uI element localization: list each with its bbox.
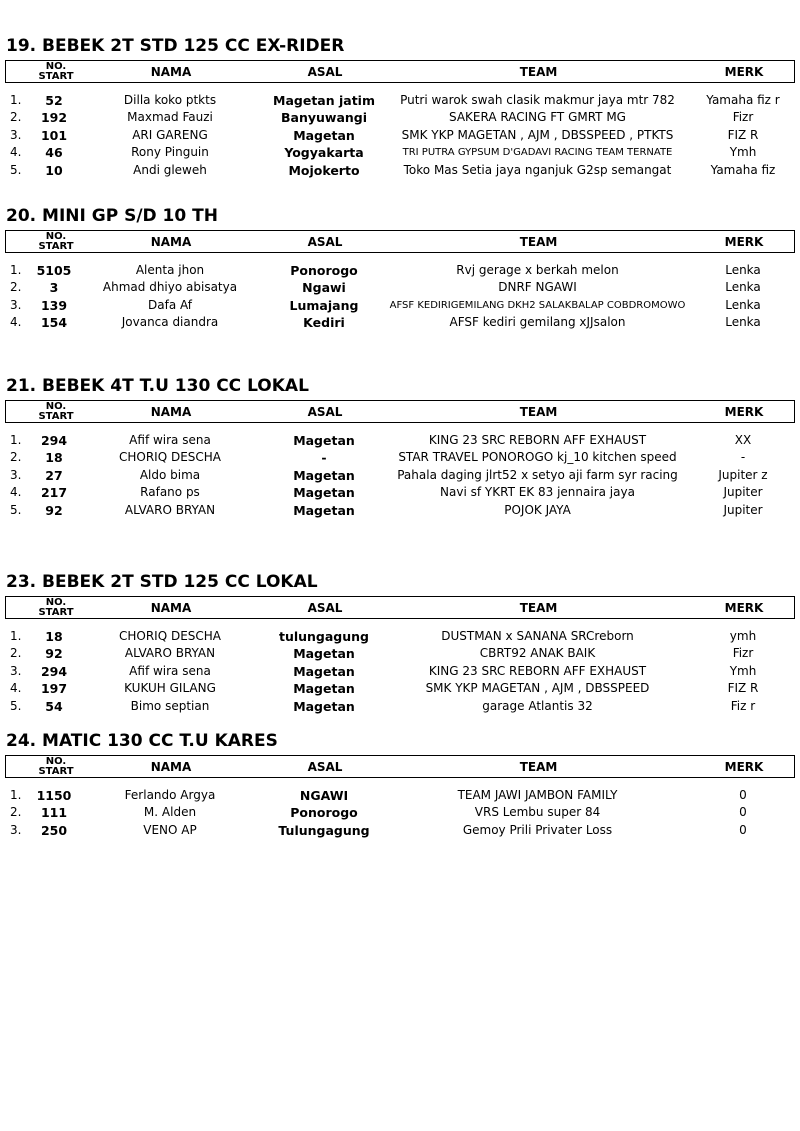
team-name: garage Atlantis 32: [482, 698, 593, 713]
header-merk: MERK: [724, 600, 764, 615]
start-number: 1150: [36, 788, 72, 803]
team-name: KING 23 SRC REBORN AFF EXHAUST: [428, 433, 647, 447]
row-number: 2.: [10, 646, 22, 661]
rider-name: ALVARO BRYAN: [124, 502, 216, 517]
rider-name: Afif wira sena: [129, 663, 211, 678]
rider-origin: Ngawi: [302, 280, 346, 296]
header-start: START: [38, 240, 74, 252]
team-name: Putri warok swah clasik makmur jaya mtr 782: [400, 93, 675, 107]
table-row: [0, 502, 800, 519]
rider-name: Bimo septian: [130, 698, 210, 713]
section-title: 20. MINI GP S/D 10 TH: [6, 206, 218, 226]
header-asal: ASAL: [307, 64, 343, 79]
motor-brand: Jupiter z: [718, 467, 768, 482]
rider-origin: Magetan: [293, 663, 355, 679]
header-no-start: [26, 401, 86, 422]
table-row: [0, 645, 800, 662]
header-no-start: [26, 597, 86, 618]
header-no-start: [26, 231, 86, 252]
row-number: 4.: [10, 145, 22, 160]
rider-name: Ahmad dhiyo abisatya: [102, 280, 238, 295]
start-number: 92: [45, 502, 63, 518]
rider-name: Andi gleweh: [133, 162, 207, 177]
header-team: TEAM: [519, 64, 558, 79]
rider-name: Ferlando Argya: [124, 788, 216, 802]
rider-name: Rony Pinguin: [131, 145, 209, 160]
row-number: 5.: [10, 502, 22, 517]
header-no-start: [26, 756, 86, 777]
rider-origin: tulungagung: [278, 629, 370, 644]
start-number: 139: [40, 297, 68, 313]
table-row: [0, 822, 800, 839]
rider-origin: Kediri: [303, 315, 345, 331]
motor-brand: 0: [739, 788, 747, 802]
table-row: [0, 432, 800, 449]
header-nama: NAMA: [150, 64, 192, 79]
start-number: 294: [40, 433, 68, 448]
table-header: [5, 596, 795, 619]
rider-name: Aldo bima: [139, 467, 201, 482]
table-row: [0, 628, 800, 645]
motor-brand: FIZ R: [727, 127, 759, 142]
table-row: [0, 680, 800, 697]
row-number: 4.: [10, 681, 22, 696]
header-asal: ASAL: [307, 234, 343, 249]
header-start: START: [38, 606, 74, 618]
rider-origin: Yogyakarta: [284, 145, 364, 161]
start-number: 52: [45, 93, 63, 108]
row-number: 1.: [10, 93, 22, 107]
team-name: STAR TRAVEL PONOROGO kj_10 kitchen speed: [398, 450, 677, 465]
motor-brand: Fizr: [732, 646, 754, 661]
table-header: [5, 400, 795, 423]
rider-origin: Magetan: [293, 433, 355, 448]
rider-name: Afif wira sena: [129, 433, 211, 447]
header-nama: NAMA: [150, 234, 192, 249]
row-number: 3.: [10, 127, 22, 142]
start-number: 3: [49, 280, 59, 296]
table-row: [0, 279, 800, 296]
start-number: 92: [45, 646, 63, 662]
row-number: 2.: [10, 280, 22, 295]
start-number: 10: [45, 162, 63, 178]
rider-name: VENO AP: [143, 822, 197, 837]
rider-origin: Banyuwangi: [280, 110, 368, 126]
motor-brand: FIZ R: [727, 681, 759, 696]
start-number: 18: [45, 450, 63, 466]
motor-brand: ymh: [729, 629, 757, 643]
start-number: 46: [45, 145, 63, 161]
table-row: [0, 297, 800, 314]
rider-origin: NGAWI: [299, 788, 349, 803]
rider-origin: Magetan: [293, 698, 355, 714]
table-row: [0, 127, 800, 144]
row-number: 5.: [10, 698, 22, 713]
row-number: 3.: [10, 297, 22, 312]
motor-brand: -: [740, 450, 746, 465]
start-number: 18: [45, 629, 63, 644]
team-name: VRS Lembu super 84: [474, 805, 601, 820]
table-row: [0, 804, 800, 821]
team-name: TRI PUTRA GYPSUM D'GADAVI RACING TEAM TERNATE: [402, 147, 673, 159]
table-row: [0, 314, 800, 331]
table-row: [0, 663, 800, 680]
rider-origin: Magetan: [293, 646, 355, 662]
motor-brand: 0: [739, 822, 747, 837]
table-row: [0, 92, 800, 109]
header-no: NO.: [45, 755, 67, 767]
table-row: [0, 449, 800, 466]
rider-name: Dafa Af: [148, 297, 192, 312]
row-number: 3.: [10, 663, 22, 678]
motor-brand: Lenka: [725, 297, 761, 312]
team-name: AFSF KEDIRIGEMILANG DKH2 SALAKBALAP COBDROMOWO: [389, 299, 686, 311]
start-number: 192: [40, 110, 68, 126]
table-row: [0, 109, 800, 126]
header-nama: NAMA: [150, 600, 192, 615]
rider-name: Alenta jhon: [135, 263, 205, 277]
start-number: 217: [40, 485, 68, 501]
rider-name: M. Alden: [143, 805, 197, 820]
section-title: 19. BEBEK 2T STD 125 CC EX-RIDER: [6, 36, 345, 56]
row-number: 5.: [10, 162, 22, 177]
header-merk: MERK: [724, 404, 764, 419]
rider-origin: Magetan: [293, 127, 355, 143]
rider-origin: Magetan: [293, 502, 355, 518]
team-name: KING 23 SRC REBORN AFF EXHAUST: [428, 663, 647, 678]
motor-brand: Yamaha fiz: [710, 162, 776, 177]
rider-name: CHORIQ DESCHA: [118, 629, 222, 643]
header-no-start: [26, 61, 86, 82]
row-number: 3.: [10, 467, 22, 482]
rider-origin: Ponorogo: [290, 263, 358, 278]
table-header: [5, 60, 795, 83]
header-team: TEAM: [519, 404, 558, 419]
motor-brand: Lenka: [725, 315, 761, 330]
row-number: 2.: [10, 110, 22, 125]
header-merk: MERK: [724, 234, 764, 249]
motor-brand: Lenka: [725, 263, 761, 277]
header-no: NO.: [45, 230, 67, 242]
motor-brand: Jupiter: [723, 502, 763, 517]
section-title: 21. BEBEK 4T T.U 130 CC LOKAL: [6, 376, 309, 396]
team-name: DNRF NGAWI: [498, 280, 577, 295]
row-number: 1.: [10, 263, 22, 277]
table-row: [0, 144, 800, 161]
motor-brand: Ymh: [729, 663, 757, 678]
team-name: CBRT92 ANAK BAIK: [479, 646, 596, 661]
row-number: 4.: [10, 315, 22, 330]
header-asal: ASAL: [307, 759, 343, 774]
header-nama: NAMA: [150, 404, 192, 419]
rider-name: KUKUH GILANG: [124, 681, 216, 696]
header-no: NO.: [45, 60, 67, 72]
row-number: 1.: [10, 788, 22, 802]
header-start: START: [38, 765, 74, 777]
table-row: [0, 484, 800, 501]
table-row: [0, 262, 800, 279]
start-number: 27: [45, 467, 63, 483]
motor-brand: Yamaha fiz r: [706, 93, 780, 107]
rider-origin: Tulungagung: [278, 822, 370, 838]
team-name: DUSTMAN x SANANA SRCreborn: [441, 629, 634, 643]
motor-brand: Lenka: [725, 280, 761, 295]
start-number: 197: [40, 681, 68, 697]
team-name: AFSF kediri gemilang xJJsalon: [449, 315, 626, 330]
motor-brand: 0: [739, 805, 747, 820]
rider-name: Rafano ps: [140, 485, 200, 500]
start-number: 5105: [36, 263, 72, 278]
rider-name: ARI GARENG: [132, 127, 208, 142]
start-number: 250: [40, 822, 68, 838]
rider-name: Maxmad Fauzi: [127, 110, 213, 125]
header-asal: ASAL: [307, 600, 343, 615]
table-row: [0, 698, 800, 715]
start-number: 294: [40, 663, 68, 679]
rider-name: ALVARO BRYAN: [124, 646, 216, 661]
start-number: 54: [45, 698, 63, 714]
start-number: 111: [40, 805, 68, 821]
team-name: SAKERA RACING FT GMRT MG: [449, 110, 626, 125]
table-row: [0, 467, 800, 484]
row-number: 3.: [10, 822, 22, 837]
header-merk: MERK: [724, 759, 764, 774]
start-number: 154: [40, 315, 68, 331]
row-number: 1.: [10, 433, 22, 447]
team-name: POJOK JAYA: [504, 502, 571, 517]
row-number: 2.: [10, 450, 22, 465]
header-team: TEAM: [519, 234, 558, 249]
rider-origin: Magetan: [293, 681, 355, 697]
header-team: TEAM: [519, 600, 558, 615]
header-no: NO.: [45, 400, 67, 412]
section-title: 23. BEBEK 2T STD 125 CC LOKAL: [6, 572, 318, 592]
team-name: Navi sf YKRT EK 83 jennaira jaya: [440, 485, 635, 500]
motor-brand: Ymh: [729, 145, 757, 160]
motor-brand: XX: [734, 433, 752, 447]
rider-origin: Magetan: [293, 467, 355, 483]
motor-brand: Fizr: [732, 110, 754, 125]
row-number: 4.: [10, 485, 22, 500]
table-header: [5, 755, 795, 778]
rider-origin: Mojokerto: [288, 162, 360, 178]
rider-name: CHORIQ DESCHA: [118, 450, 222, 465]
rider-origin: Lumajang: [289, 297, 359, 313]
rider-origin: -: [321, 450, 327, 466]
header-start: START: [38, 70, 74, 82]
rider-name: Jovanca diandra: [121, 315, 219, 330]
row-number: 1.: [10, 629, 22, 643]
team-name: SMK YKP MAGETAN , AJM , DBSSPEED: [425, 681, 650, 696]
team-name: Gemoy Prili Privater Loss: [462, 822, 613, 837]
motor-brand: Fiz r: [730, 698, 756, 713]
motor-brand: Jupiter: [723, 485, 763, 500]
header-team: TEAM: [519, 759, 558, 774]
start-number: 101: [40, 127, 68, 143]
team-name: Pahala daging jlrt52 x setyo aji farm syr racing: [397, 467, 678, 482]
rider-name: Dilla koko ptkts: [123, 93, 217, 107]
table-header: [5, 230, 795, 253]
team-name: SMK YKP MAGETAN , AJM , DBSSPEED , PTKTS: [401, 127, 674, 142]
team-name: Rvj gerage x berkah melon: [456, 263, 619, 277]
header-asal: ASAL: [307, 404, 343, 419]
row-number: 2.: [10, 805, 22, 820]
header-no: NO.: [45, 596, 67, 608]
header-start: START: [38, 410, 74, 422]
rider-origin: Magetan: [293, 485, 355, 501]
table-row: [0, 787, 800, 804]
rider-origin: Magetan jatim: [273, 93, 375, 108]
rider-origin: Ponorogo: [290, 805, 358, 821]
team-name: TEAM JAWI JAMBON FAMILY: [457, 788, 618, 802]
section-title: 24. MATIC 130 CC T.U KARES: [6, 731, 278, 751]
header-nama: NAMA: [150, 759, 192, 774]
table-row: [0, 162, 800, 179]
header-merk: MERK: [724, 64, 764, 79]
team-name: Toko Mas Setia jaya nganjuk G2sp semangat: [403, 162, 672, 177]
